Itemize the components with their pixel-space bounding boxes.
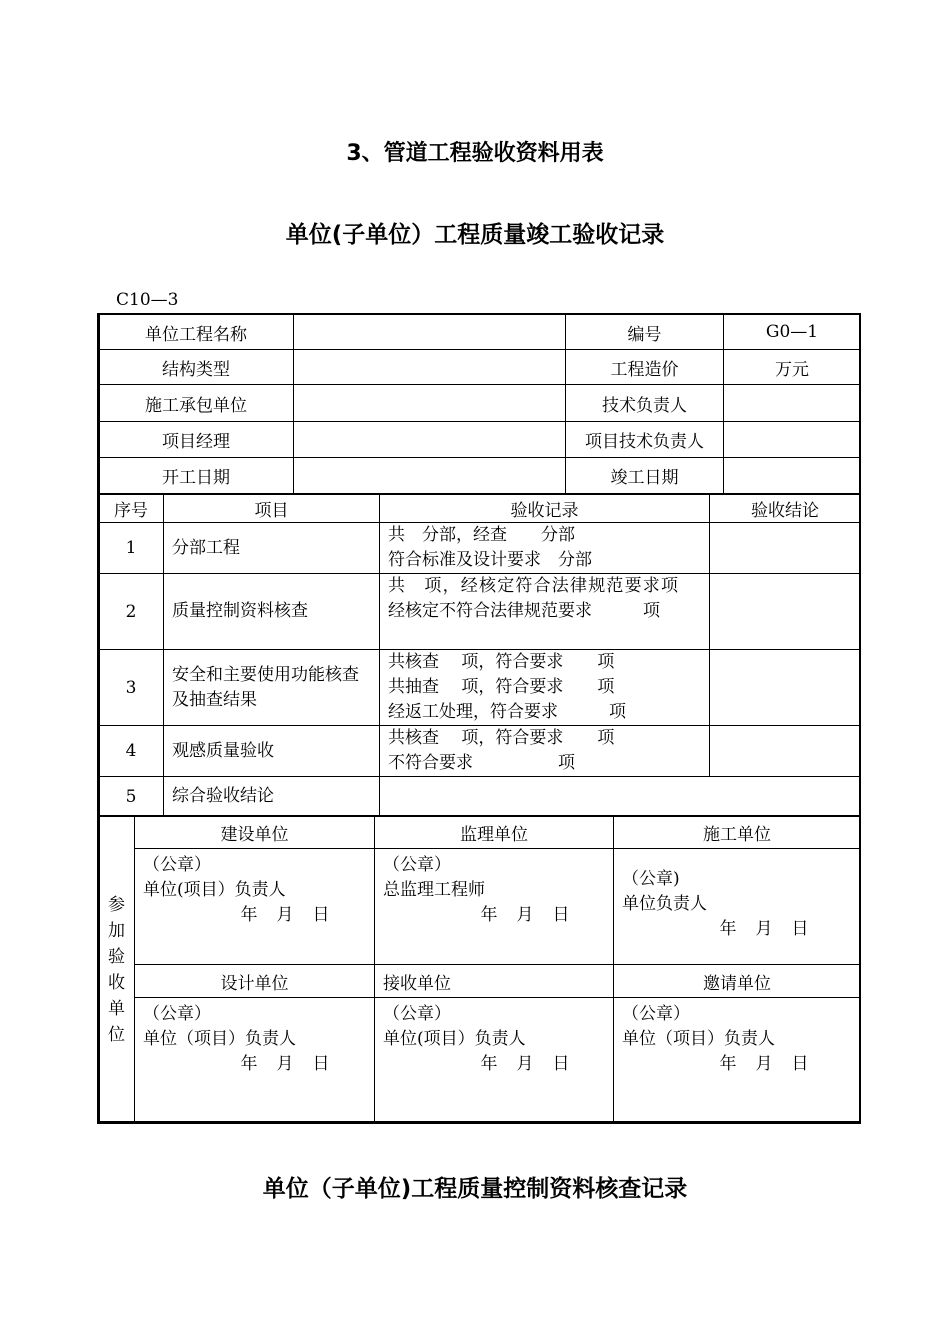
info-value[interactable] xyxy=(294,350,566,385)
item-no: 5 xyxy=(99,777,164,817)
item-record xyxy=(380,650,710,726)
info-row xyxy=(99,350,861,385)
item-record xyxy=(380,726,710,777)
item-record xyxy=(380,777,861,817)
side-label-char: 加 xyxy=(108,920,125,941)
seal-label: （公章） xyxy=(143,855,211,875)
info-label: 项目技术负责人 xyxy=(566,422,724,458)
record-line: 符合标准及设计要求 分部 xyxy=(388,550,592,570)
record-line: 共核查 项，符合要求 项 xyxy=(388,728,615,748)
record-line: 共核查 项，符合要求 项 xyxy=(388,652,615,672)
date-part: 月 xyxy=(516,905,534,925)
date-part: 月 xyxy=(516,1054,534,1074)
info-label: 项目经理 xyxy=(99,422,294,458)
seal-label: （公章） xyxy=(143,1004,211,1024)
signature-cell xyxy=(135,998,375,1124)
info-value[interactable] xyxy=(294,458,566,494)
item-no: 2 xyxy=(99,574,164,650)
date-part: 日 xyxy=(312,905,330,925)
acceptance-items-table xyxy=(98,494,861,817)
sign-date xyxy=(622,917,852,942)
info-label: 施工承包单位 xyxy=(99,385,294,422)
signer-role: 单位(项目）负责人 xyxy=(383,1029,526,1049)
info-row xyxy=(99,385,861,422)
info-value[interactable]: 万元 xyxy=(724,350,861,385)
side-label-char: 参 xyxy=(108,894,125,915)
date-part: 年 xyxy=(719,919,737,939)
info-row xyxy=(99,422,861,458)
info-label: 竣工日期 xyxy=(566,458,724,494)
item-name: 安全和主要使用功能核查及抽查结果 xyxy=(164,650,380,726)
info-label: 结构类型 xyxy=(99,350,294,385)
form-title: 单位(子单位）工程质量竣工验收记录 xyxy=(285,222,665,248)
date-part: 月 xyxy=(276,905,294,925)
items-header-no: 序号 xyxy=(99,495,164,523)
item-conclusion[interactable] xyxy=(710,523,861,574)
item-row xyxy=(99,523,861,574)
date-part: 月 xyxy=(755,1054,773,1074)
item-record xyxy=(380,574,710,650)
items-header-record: 验收记录 xyxy=(380,495,710,523)
item-conclusion[interactable] xyxy=(710,726,861,777)
record-line: 共抽查 项，符合要求 项 xyxy=(388,677,615,697)
info-value[interactable] xyxy=(294,315,566,350)
signer-role: 单位(项目）负责人 xyxy=(143,880,286,900)
signer-role: 单位负责人 xyxy=(622,894,707,914)
side-label-char: 收 xyxy=(108,972,125,993)
info-label: 开工日期 xyxy=(99,458,294,494)
signature-cell xyxy=(135,849,375,965)
date-part: 月 xyxy=(276,1054,294,1074)
item-row xyxy=(99,726,861,777)
signature-cell xyxy=(375,849,614,965)
info-value[interactable] xyxy=(724,422,861,458)
next-form-title: 单位（子单位)工程质量控制资料核查记录 xyxy=(262,1176,688,1202)
seal-label: （公章) xyxy=(622,869,680,889)
date-part: 日 xyxy=(312,1054,330,1074)
signer-role: 单位（项目）负责人 xyxy=(622,1029,775,1049)
sign-date xyxy=(143,903,366,928)
signature-cell xyxy=(375,998,614,1124)
item-row xyxy=(99,777,861,817)
record-line: 不符合要求 项 xyxy=(388,753,575,773)
item-name: 观感质量验收 xyxy=(164,726,380,777)
head-construction-unit: 建设单位 xyxy=(135,816,375,849)
sign-date xyxy=(383,903,605,928)
item-name: 分部工程 xyxy=(164,523,380,574)
date-part: 日 xyxy=(791,1054,809,1074)
seal-label: （公章） xyxy=(383,855,451,875)
sign-date xyxy=(622,1052,852,1077)
info-value[interactable] xyxy=(724,385,861,422)
info-row xyxy=(99,315,861,350)
date-part: 年 xyxy=(480,1054,498,1074)
info-label: 编号 xyxy=(566,315,724,350)
record-line: 共 分部，经查 分部 xyxy=(388,525,575,545)
info-value[interactable] xyxy=(724,458,861,494)
record-line: 经核定不符合法律规范要求 项 xyxy=(388,601,660,621)
side-label-char: 位 xyxy=(108,1024,125,1045)
date-part: 日 xyxy=(552,905,570,925)
head-receiving-unit: 接收单位 xyxy=(375,965,614,998)
item-no: 3 xyxy=(99,650,164,726)
item-record xyxy=(380,523,710,574)
date-part: 日 xyxy=(791,919,809,939)
seal-label: （公章） xyxy=(383,1004,451,1024)
form-code: C10—3 xyxy=(116,290,179,310)
project-info-table xyxy=(98,314,861,494)
items-header-conclusion: 验收结论 xyxy=(710,495,861,523)
info-value[interactable] xyxy=(294,422,566,458)
record-line: 共 项，经核定符合法律规范要求项 xyxy=(388,576,680,596)
signer-role: 总监理工程师 xyxy=(383,880,485,900)
info-label: 工程造价 xyxy=(566,350,724,385)
items-header-row xyxy=(99,495,861,523)
side-label-char: 单 xyxy=(108,998,125,1019)
signer-role: 单位（项目）负责人 xyxy=(143,1029,296,1049)
section-title: 3、管道工程验收资料用表 xyxy=(346,141,604,166)
info-value[interactable]: G0—1 xyxy=(724,315,861,350)
participants-table xyxy=(98,815,861,1124)
signature-cell xyxy=(614,998,861,1124)
head-design-unit: 设计单位 xyxy=(135,965,375,998)
info-value[interactable] xyxy=(294,385,566,422)
date-part: 年 xyxy=(240,1054,258,1074)
date-part: 年 xyxy=(719,1054,737,1074)
item-row xyxy=(99,574,861,650)
info-row xyxy=(99,458,861,494)
participants-side-label xyxy=(99,816,135,1124)
date-part: 年 xyxy=(480,905,498,925)
items-header-item: 项目 xyxy=(164,495,380,523)
sign-date xyxy=(143,1052,366,1077)
item-conclusion[interactable] xyxy=(710,650,861,726)
head-contractor-unit: 施工单位 xyxy=(614,816,861,849)
item-conclusion[interactable] xyxy=(710,574,861,650)
info-label: 技术负责人 xyxy=(566,385,724,422)
head-invited-unit: 邀请单位 xyxy=(614,965,861,998)
date-part: 年 xyxy=(240,905,258,925)
signature-cell xyxy=(614,849,861,965)
date-part: 月 xyxy=(755,919,773,939)
record-line: 经返工处理，符合要求 项 xyxy=(388,702,626,722)
item-no: 4 xyxy=(99,726,164,777)
item-row xyxy=(99,650,861,726)
info-label: 单位工程名称 xyxy=(99,315,294,350)
head-supervision-unit: 监理单位 xyxy=(375,816,614,849)
date-part: 日 xyxy=(552,1054,570,1074)
item-no: 1 xyxy=(99,523,164,574)
item-name: 质量控制资料核查 xyxy=(164,574,380,650)
seal-label: （公章） xyxy=(622,1004,690,1024)
side-label-char: 验 xyxy=(108,946,125,967)
item-name: 综合验收结论 xyxy=(164,777,380,817)
sign-date xyxy=(383,1052,605,1077)
